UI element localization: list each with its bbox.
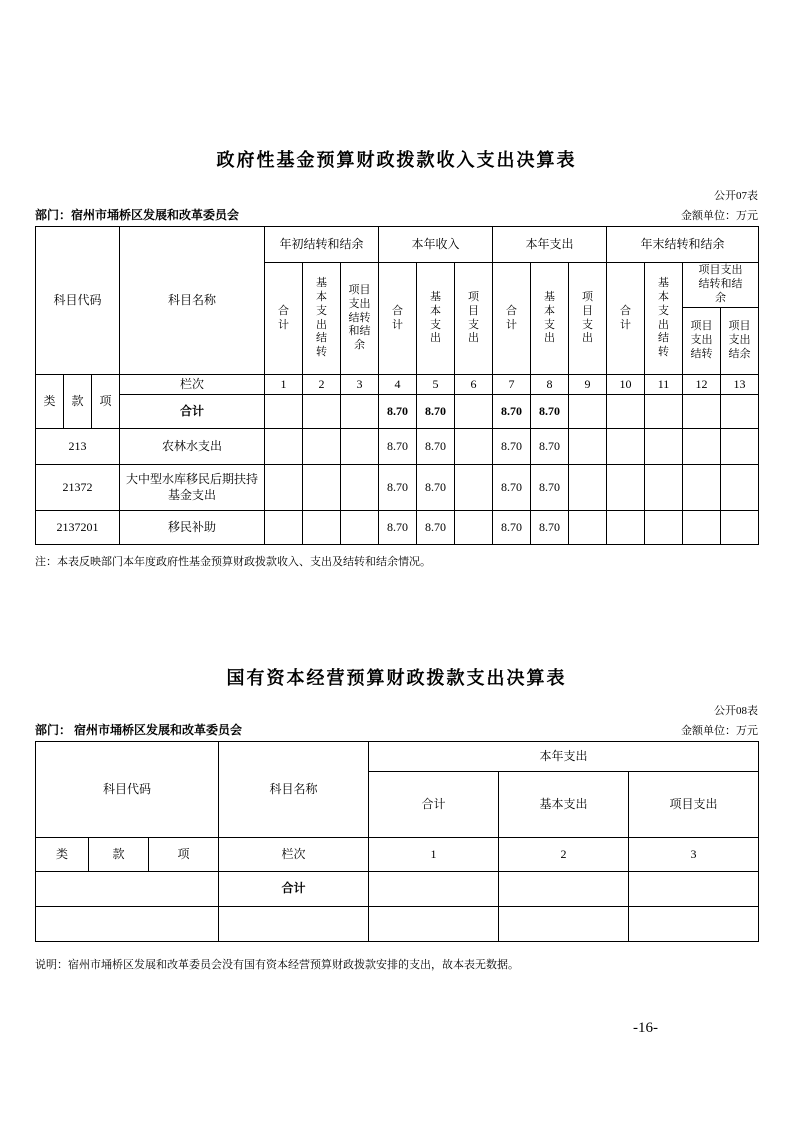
header-col-project-balance bbox=[721, 308, 759, 375]
table1-title: 政府性基金预算财政拨款收入支出决算表 bbox=[216, 150, 577, 170]
value-cell bbox=[265, 429, 303, 465]
table2-department-label: 部门： 宿州市埇桥区发展和改革委员会 bbox=[35, 723, 243, 737]
code-cell: 213 bbox=[36, 429, 120, 465]
column-number: 3 bbox=[341, 375, 379, 395]
column-number: 3 bbox=[629, 838, 759, 872]
column-number: 7 bbox=[493, 375, 531, 395]
value-cell bbox=[721, 395, 759, 429]
table2-note: 说明：宿州市埇桥区发展和改革委员会没有国有资本经营预算财政拨款安排的支出，故本表无数据。 bbox=[35, 959, 519, 971]
value-cell bbox=[455, 511, 493, 545]
vertical-label: 项目支出 bbox=[582, 291, 593, 345]
value-cell bbox=[607, 395, 645, 429]
table2-form-label: 公开08表 bbox=[714, 705, 758, 717]
vertical-label: 合计 bbox=[278, 304, 289, 331]
header-col-total bbox=[379, 263, 417, 375]
header-col-total bbox=[493, 263, 531, 375]
header-group-current-expense: 本年支出 bbox=[493, 227, 607, 263]
header-group-yearend-balance: 年末结转和结余 bbox=[607, 227, 759, 263]
vertical-label: 项目支出 bbox=[468, 291, 479, 345]
header-class: 类 bbox=[36, 375, 64, 429]
value-cell bbox=[569, 511, 607, 545]
value-cell: 8.70 bbox=[379, 511, 417, 545]
value-cell bbox=[607, 511, 645, 545]
value-cell bbox=[629, 907, 759, 942]
header-col-total bbox=[607, 263, 645, 375]
vertical-label: 基本支出结转 bbox=[658, 277, 669, 358]
code-cell bbox=[36, 872, 219, 907]
vertical-label: 基本支出结转 bbox=[316, 277, 327, 358]
column-number: 2 bbox=[303, 375, 341, 395]
value-cell: 8.70 bbox=[379, 429, 417, 465]
value-cell bbox=[369, 872, 499, 907]
value-cell bbox=[683, 465, 721, 511]
column-number: 9 bbox=[569, 375, 607, 395]
value-cell bbox=[303, 429, 341, 465]
table1-unit-label: 金额单位：万元 bbox=[681, 210, 758, 222]
value-cell bbox=[607, 429, 645, 465]
value-cell bbox=[455, 395, 493, 429]
table1-header-row-groups bbox=[36, 227, 759, 263]
table2-unit-label: 金额单位：万元 bbox=[681, 725, 758, 737]
vertical-label: 基本支出 bbox=[430, 291, 441, 345]
header-col-basic bbox=[417, 263, 455, 375]
vertical-label: 基本支出 bbox=[544, 291, 555, 345]
table-row bbox=[36, 907, 759, 942]
value-cell bbox=[683, 395, 721, 429]
value-cell bbox=[369, 907, 499, 942]
value-cell bbox=[645, 511, 683, 545]
header-col-basic: 基本支出 bbox=[499, 772, 629, 838]
value-cell bbox=[265, 465, 303, 511]
name-cell: 大中型水库移民后期扶持基金支出 bbox=[120, 465, 265, 511]
header-lanci: 栏次 bbox=[219, 838, 369, 872]
value-cell bbox=[645, 429, 683, 465]
value-cell bbox=[265, 395, 303, 429]
column-number: 6 bbox=[455, 375, 493, 395]
table1 bbox=[35, 226, 759, 545]
value-cell bbox=[341, 511, 379, 545]
vertical-label: 合计 bbox=[392, 304, 403, 331]
header-col-project-carry-balance bbox=[341, 263, 379, 375]
value-cell bbox=[499, 872, 629, 907]
wrapped-label: 项目支出结转 bbox=[690, 320, 713, 360]
table1-lanci-row bbox=[36, 375, 759, 395]
value-cell: 8.70 bbox=[493, 465, 531, 511]
header-col-project-carry bbox=[683, 308, 721, 375]
wrapped-label: 项目支出结余 bbox=[728, 320, 751, 360]
value-cell: 8.70 bbox=[493, 395, 531, 429]
header-col-total bbox=[265, 263, 303, 375]
header-col-basic bbox=[531, 263, 569, 375]
column-number: 5 bbox=[417, 375, 455, 395]
total-label: 合计 bbox=[219, 872, 369, 907]
value-cell bbox=[265, 511, 303, 545]
table-row bbox=[36, 465, 759, 511]
column-number: 13 bbox=[721, 375, 759, 395]
table-row bbox=[36, 429, 759, 465]
column-number: 1 bbox=[265, 375, 303, 395]
header-col-basic-carry bbox=[303, 263, 341, 375]
value-cell bbox=[499, 907, 629, 942]
column-number: 10 bbox=[607, 375, 645, 395]
table1-department-label: 部门：宿州市埇桥区发展和改革委员会 bbox=[35, 208, 240, 222]
header-item: 项 bbox=[149, 838, 219, 872]
table1-meta-row bbox=[35, 206, 758, 223]
value-cell bbox=[455, 465, 493, 511]
table-row bbox=[36, 511, 759, 545]
value-cell bbox=[721, 465, 759, 511]
value-cell: 8.70 bbox=[417, 465, 455, 511]
header-col-project bbox=[455, 263, 493, 375]
code-cell: 21372 bbox=[36, 465, 120, 511]
name-cell: 移民补助 bbox=[120, 511, 265, 545]
header-group-begin-balance: 年初结转和结余 bbox=[265, 227, 379, 263]
header-item: 项 bbox=[92, 375, 120, 429]
value-cell bbox=[569, 465, 607, 511]
header-subject-code: 科目代码 bbox=[36, 227, 120, 375]
value-cell: 8.70 bbox=[417, 511, 455, 545]
header-subject-code: 科目代码 bbox=[36, 742, 219, 838]
header-subject-name: 科目名称 bbox=[120, 227, 265, 375]
value-cell bbox=[721, 429, 759, 465]
value-cell: 8.70 bbox=[417, 395, 455, 429]
column-number: 8 bbox=[531, 375, 569, 395]
value-cell: 8.70 bbox=[531, 465, 569, 511]
vertical-label: 合计 bbox=[620, 304, 631, 331]
page-number: -16- bbox=[633, 1020, 658, 1036]
value-cell bbox=[455, 429, 493, 465]
header-col-basic-carry bbox=[645, 263, 683, 375]
value-cell bbox=[607, 465, 645, 511]
table2 bbox=[35, 741, 759, 942]
table2-title: 国有资本经营预算财政拨款支出决算表 bbox=[226, 668, 567, 688]
value-cell bbox=[645, 465, 683, 511]
total-label: 合计 bbox=[120, 395, 265, 429]
value-cell bbox=[303, 511, 341, 545]
header-group-current-income: 本年收入 bbox=[379, 227, 493, 263]
value-cell: 8.70 bbox=[531, 395, 569, 429]
column-number: 4 bbox=[379, 375, 417, 395]
table2-meta-row bbox=[35, 721, 758, 738]
vertical-label: 合计 bbox=[506, 304, 517, 331]
header-section: 款 bbox=[64, 375, 92, 429]
table1-total-row bbox=[36, 395, 759, 429]
header-col-project bbox=[569, 263, 607, 375]
value-cell bbox=[341, 465, 379, 511]
value-cell bbox=[683, 511, 721, 545]
value-cell: 8.70 bbox=[379, 395, 417, 429]
value-cell bbox=[303, 465, 341, 511]
header-col-total: 合计 bbox=[369, 772, 499, 838]
header-class: 类 bbox=[36, 838, 89, 872]
table1-form-label: 公开07表 bbox=[714, 190, 758, 202]
value-cell bbox=[683, 429, 721, 465]
table2-header-row-group bbox=[36, 742, 759, 772]
name-cell bbox=[219, 907, 369, 942]
code-cell: 2137201 bbox=[36, 511, 120, 545]
value-cell bbox=[341, 395, 379, 429]
header-col-project: 项目支出 bbox=[629, 772, 759, 838]
value-cell bbox=[569, 429, 607, 465]
column-number: 2 bbox=[499, 838, 629, 872]
value-cell bbox=[645, 395, 683, 429]
vertical-label: 项目支出结转和结余 bbox=[348, 284, 371, 352]
value-cell: 8.70 bbox=[493, 429, 531, 465]
column-number: 12 bbox=[683, 375, 721, 395]
value-cell: 8.70 bbox=[493, 511, 531, 545]
header-section: 款 bbox=[89, 838, 149, 872]
header-group-current-expense: 本年支出 bbox=[369, 742, 759, 772]
value-cell: 8.70 bbox=[417, 429, 455, 465]
value-cell bbox=[569, 395, 607, 429]
table2-lanci-row bbox=[36, 838, 759, 872]
value-cell bbox=[721, 511, 759, 545]
value-cell: 8.70 bbox=[379, 465, 417, 511]
value-cell bbox=[303, 395, 341, 429]
code-cell bbox=[36, 907, 219, 942]
value-cell bbox=[341, 429, 379, 465]
table1-note: 注：本表反映部门本年度政府性基金预算财政拨款收入、支出及结转和结余情况。 bbox=[35, 556, 431, 568]
header-subject-name: 科目名称 bbox=[219, 742, 369, 838]
column-number: 1 bbox=[369, 838, 499, 872]
value-cell bbox=[629, 872, 759, 907]
name-cell: 农林水支出 bbox=[120, 429, 265, 465]
value-cell: 8.70 bbox=[531, 429, 569, 465]
header-subgroup-project-carry-balance bbox=[683, 263, 759, 308]
value-cell: 8.70 bbox=[531, 511, 569, 545]
column-number: 11 bbox=[645, 375, 683, 395]
wrapped-label: 项目支出结转和结余 bbox=[698, 264, 743, 304]
header-lanci: 栏次 bbox=[120, 375, 265, 395]
table2-total-row bbox=[36, 872, 759, 907]
